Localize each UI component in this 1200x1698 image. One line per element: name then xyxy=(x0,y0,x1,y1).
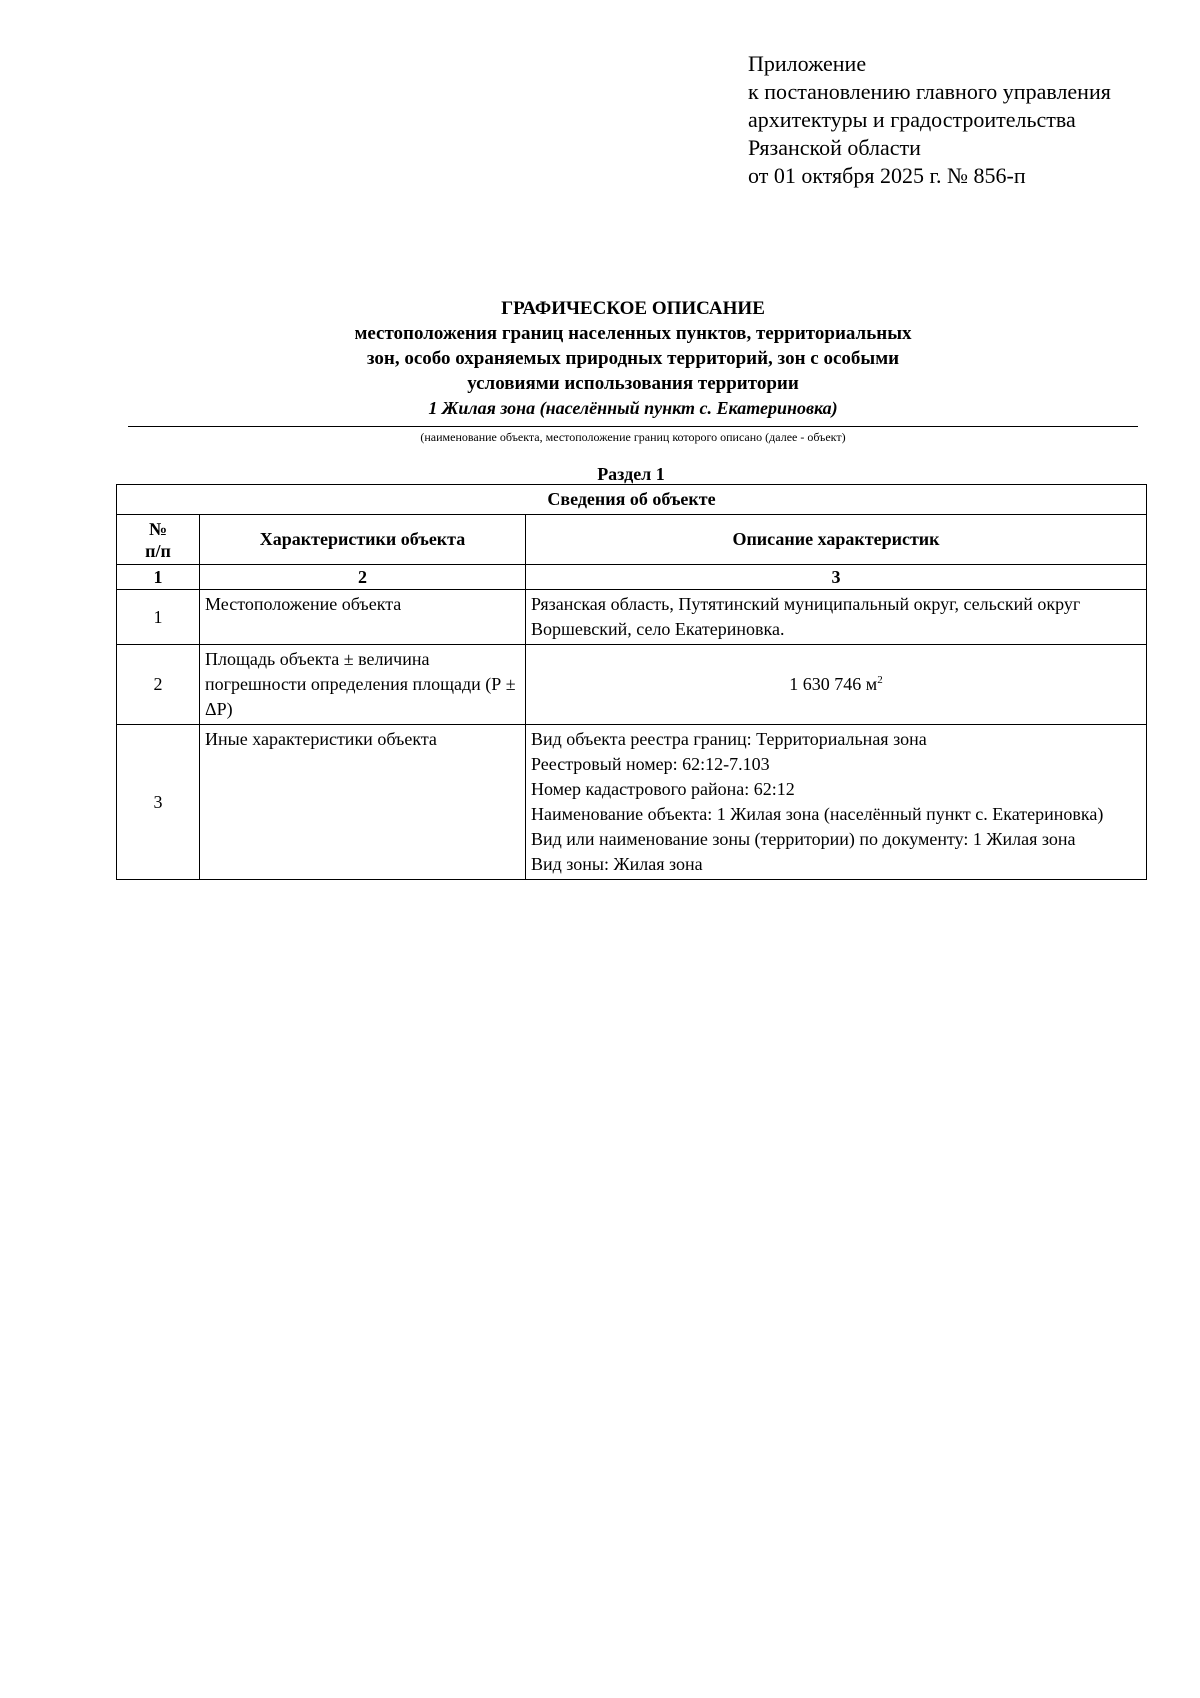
column-number: 2 xyxy=(200,565,526,590)
title-line: условиями использования территории xyxy=(467,373,799,394)
object-caption: (наименование объекта, местоположение границ которого описано (далее - объект) xyxy=(420,430,846,444)
table-header-row xyxy=(117,515,1147,565)
section-label: Раздел 1 xyxy=(597,464,665,484)
appendix-line: от 01 октября 2025 г. № 856-п xyxy=(748,163,1026,188)
appendix-header xyxy=(748,50,1168,190)
title-line: ГРАФИЧЕСКОЕ ОПИСАНИЕ xyxy=(501,298,765,319)
appendix-line: Приложение xyxy=(748,51,867,76)
appendix-line: к постановлению главного управления xyxy=(748,79,1111,104)
header-num-line2: п/п xyxy=(145,540,171,561)
table-row xyxy=(117,725,1147,880)
column-number: 1 xyxy=(117,565,200,590)
row-description: Рязанская область, Путятинский муниципальный округ, сельский округ Воршевский, село Екатериновка. xyxy=(526,590,1147,645)
description-line: Номер кадастрового района: 62:12 xyxy=(531,779,795,799)
row-number: 1 xyxy=(117,590,200,645)
header-characteristic: Характеристики объекта xyxy=(200,515,526,565)
row-characteristic: Иные характеристики объекта xyxy=(200,725,526,880)
row-number: 3 xyxy=(117,725,200,880)
row-description xyxy=(526,725,1147,880)
column-number: 3 xyxy=(526,565,1147,590)
header-num xyxy=(117,515,200,565)
object-info-table xyxy=(116,484,1147,880)
appendix-line: Рязанской области xyxy=(748,135,921,160)
object-name: 1 Жилая зона (населённый пункт с. Екатериновка) xyxy=(428,398,838,418)
description-line: Вид или наименование зоны (территории) по документу: 1 Жилая зона xyxy=(531,829,1076,849)
row-number: 2 xyxy=(117,645,200,725)
row-characteristic: Местоположение объекта xyxy=(200,590,526,645)
row-characteristic: Площадь объекта ± величина погрешности определения площади (Р ± ΔР) xyxy=(200,645,526,725)
area-unit-superscript: 2 xyxy=(877,674,883,686)
header-description: Описание характеристик xyxy=(526,515,1147,565)
description-line: Реестровый номер: 62:12-7.103 xyxy=(531,754,770,774)
table-title-row xyxy=(117,485,1147,515)
object-name-underline xyxy=(128,426,1138,427)
header-num-line1: № xyxy=(148,518,168,539)
table-title: Сведения об объекте xyxy=(117,485,1147,515)
description-line: Наименование объекта: 1 Жилая зона (населённый пункт с. Екатериновка) xyxy=(531,804,1104,824)
description-line: Вид объекта реестра границ: Территориальная зона xyxy=(531,729,927,749)
table-row xyxy=(117,590,1147,645)
appendix-line: архитектуры и градостроительства xyxy=(748,107,1076,132)
row-area-value xyxy=(526,645,1147,725)
document-title xyxy=(128,296,1138,419)
title-line: местоположения границ населенных пунктов, территориальных xyxy=(354,323,912,344)
column-number-row xyxy=(117,565,1147,590)
description-line: Вид зоны: Жилая зона xyxy=(531,854,703,874)
table-row xyxy=(117,645,1147,725)
title-line: зон, особо охраняемых природных территорий, зон с особыми xyxy=(366,348,900,369)
area-value: 1 630 746 м xyxy=(789,674,878,694)
